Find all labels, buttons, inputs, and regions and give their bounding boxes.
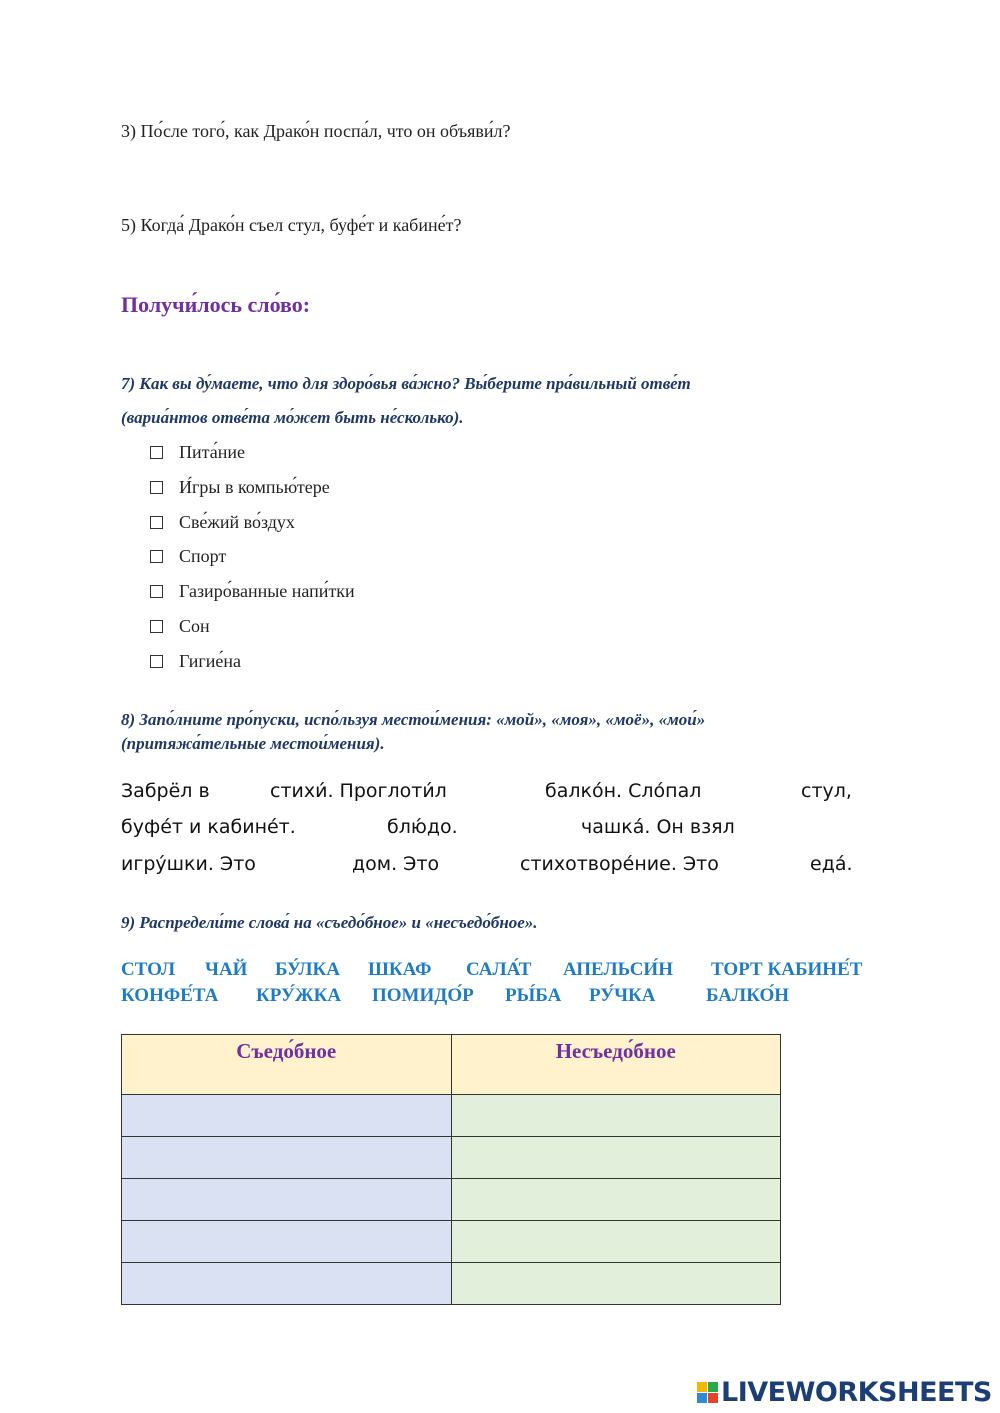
checkbox-option[interactable] [150,512,295,533]
option-label: И́гры в компью́тере [179,477,330,497]
option-label: Спорт [179,546,227,566]
checkbox-option[interactable] [150,442,245,463]
checkbox-icon[interactable] [150,620,163,633]
logo-text: LIVEWORKSHEETS [721,1377,992,1408]
pronoun-input-4[interactable] [305,816,385,842]
word-chip[interactable]: РУ́ЧКА [589,985,656,1006]
checkbox-option[interactable] [150,546,226,567]
checkbox-option[interactable] [150,616,210,637]
option-label: Пита́ние [179,442,245,462]
option-label: Сон [179,616,210,636]
pronoun-input-3[interactable] [716,780,800,806]
passage-text: буфе́т и кабине́т. [121,816,296,838]
edible-drop-cell[interactable] [122,1137,452,1179]
edible-drop-cell[interactable] [122,1221,452,1263]
pronoun-input-1[interactable] [220,780,270,806]
passage-text: чашка́. Он взял [581,816,735,838]
checkbox-icon[interactable] [150,516,163,529]
pronoun-input-5[interactable] [467,816,579,842]
checkbox-icon[interactable] [150,481,163,494]
nonedible-column-header: Несъедо́бное [451,1035,781,1095]
edible-drop-cell[interactable] [122,1095,452,1137]
word-chip[interactable]: ТОРТ КАБИНЕ́Т [711,959,863,980]
question-8-line2: (притяжа́тельные местои́мения). [121,734,385,753]
question-9: 9) Распредели́те слова́ на «съедо́бное» и «несъедо́бное». [121,913,538,932]
nonedible-drop-cell[interactable] [451,1263,781,1305]
question-7-line2: (вариа́нтов отве́та мо́жет быть не́сколько). [121,408,464,427]
checkbox-icon[interactable] [150,446,163,459]
table-row [122,1095,781,1137]
table-row [122,1263,781,1305]
word-chip[interactable]: РЫ́БА [505,985,562,1006]
nonedible-drop-cell[interactable] [451,1221,781,1263]
table-row [122,1137,781,1179]
option-label: Све́жий во́здух [179,512,295,532]
word-chip[interactable]: БУ́ЛКА [275,959,340,980]
word-chip[interactable]: КРУ́ЖКА [256,985,342,1006]
passage-text: игру́шки. Это [121,853,256,875]
passage-text: стул, [801,780,852,802]
passage-text: еда́. [810,853,853,875]
passage-text: Забрёл в [121,780,210,802]
sorting-table [121,1034,781,1305]
checkbox-option[interactable] [150,651,241,672]
checkbox-option[interactable] [150,581,355,602]
question-3: 3) По́сле того́, как Драко́н поспа́л, что он объяви́л? [121,121,511,141]
edible-drop-cell[interactable] [122,1263,452,1305]
checkbox-icon[interactable] [150,550,163,563]
passage-text: балко́н. Сло́пал [545,780,702,802]
option-label: Гигие́на [179,651,241,671]
option-label: Газиро́ванные напи́тки [179,581,355,601]
question-7-line1: 7) Как вы ду́маете, что для здоро́вья ва́жно? Вы́берите пра́вильный отве́т [121,374,691,393]
nonedible-drop-cell[interactable] [451,1095,781,1137]
edible-drop-cell[interactable] [122,1179,452,1221]
checkbox-option[interactable] [150,477,330,498]
table-row [122,1179,781,1221]
passage-text: дом. Это [352,853,440,875]
logo-mark-icon [697,1382,718,1403]
word-chip[interactable]: ЧАЙ [205,959,248,980]
word-chip[interactable]: БАЛКО́Н [706,985,790,1006]
checkbox-icon[interactable] [150,655,163,668]
word-chip[interactable]: КОНФЕ́ТА [121,985,219,1006]
table-row [122,1221,781,1263]
passage-text: стихи́. Проглоти́л [270,780,447,802]
word-chip[interactable]: АПЕЛЬСИ́Н [563,959,673,980]
pronoun-input-6[interactable] [266,853,350,879]
word-chip[interactable]: ШКАФ [368,959,432,980]
edible-column-header: Съедо́бное [122,1035,452,1095]
word-chip[interactable]: ПОМИДО́Р [372,985,474,1006]
question-5: 5) Когда́ Драко́н съел стул, буфе́т и кабине́т? [121,215,462,235]
pronoun-input-2[interactable] [458,780,542,806]
nonedible-drop-cell[interactable] [451,1137,781,1179]
passage-text: стихотворе́ние. Это [520,853,719,875]
question-8-line1: 8) Запо́лните про́пуски, испо́льзуя местои́мения: «мой», «моя», «моё», «мои́» [121,710,706,729]
word-result-heading: Получи́лось сло́во: [121,292,311,317]
word-chip[interactable]: СТОЛ [121,959,176,980]
passage-text: блю́до. [387,816,458,838]
liveworksheets-logo [697,1377,992,1408]
word-chip[interactable]: САЛА́Т [466,959,532,980]
pronoun-input-8[interactable] [730,853,808,879]
pronoun-input-7[interactable] [448,853,518,879]
checkbox-icon[interactable] [150,585,163,598]
nonedible-drop-cell[interactable] [451,1179,781,1221]
table-header-row [122,1035,781,1095]
